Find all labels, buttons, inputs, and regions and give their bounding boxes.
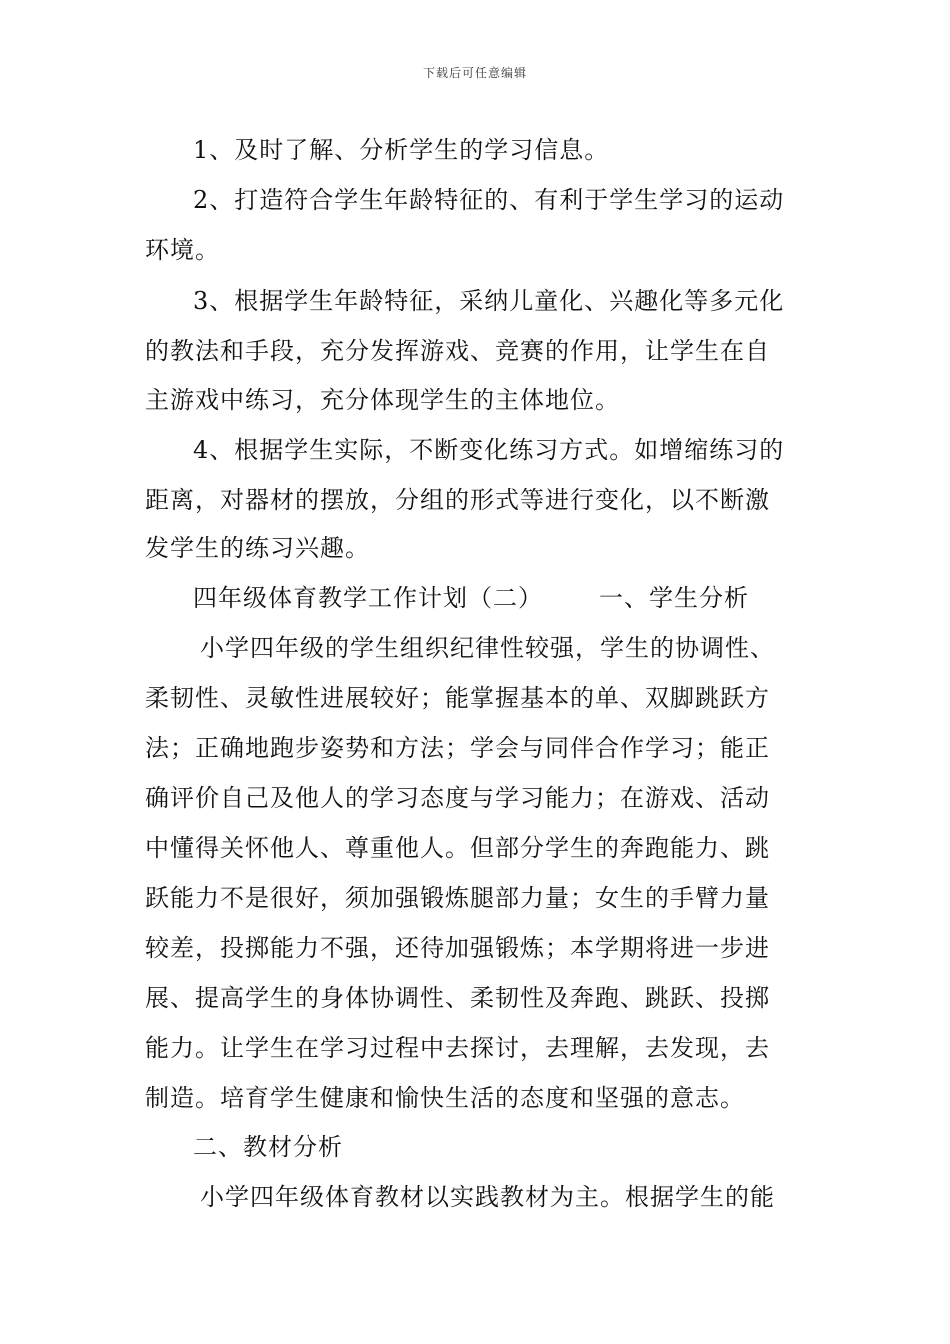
paragraph-line-8: 展、提高学生的身体协调性、柔韧性及奔跑、跳跃、投掷 xyxy=(145,984,770,1012)
text-line-1: 1、及时了解、分析学生的学习信息。 xyxy=(193,136,610,164)
paragraph-line-10: 制造。培育学生健康和愉快生活的态度和坚强的意志。 xyxy=(145,1084,745,1112)
paragraph-line-4: 确评价自己及他人的学习态度与学习能力；在游戏、活动 xyxy=(145,784,770,812)
text-line-5: 的教法和手段，充分发挥游戏、竞赛的作用，让学生在自 xyxy=(145,337,770,365)
paragraph-line-2: 柔韧性、灵敏性进展较好；能掌握基本的单、双脚跳跃方 xyxy=(145,684,770,712)
paragraph-line-6: 跃能力不是很好，须加强锻炼腿部力量；女生的手臂力量 xyxy=(145,884,770,912)
paragraph-line-3: 法；正确地跑步姿势和方法；学会与同伴合作学习；能正 xyxy=(145,734,770,762)
section-heading xyxy=(193,582,815,614)
text-line-6: 主游戏中练习，充分体现学生的主体地位。 xyxy=(145,386,620,414)
paragraph-line-5: 中懂得关怀他人、尊重他人。但部分学生的奔跑能力、跳 xyxy=(145,834,770,862)
section2-heading: 二、教材分析 xyxy=(193,1133,343,1161)
text-line-2: 2、打造符合学生年龄特征的、有利于学生学习的运动 xyxy=(193,186,785,214)
section-title: 四年级体育教学工作计划（二） xyxy=(193,584,543,612)
text-line-9: 发学生的练习兴趣。 xyxy=(145,534,370,562)
paragraph-line-9: 能力。让学生在学习过程中去探讨，去理解，去发现，去 xyxy=(145,1034,770,1062)
section2-line-1: 小学四年级体育教材以实践教材为主。根据学生的能 xyxy=(200,1183,775,1211)
paragraph-line-1: 小学四年级的学生组织纪律性较强，学生的协调性、 xyxy=(200,634,775,662)
text-line-3: 环境。 xyxy=(145,236,220,264)
page-header: 下载后可任意编辑 xyxy=(422,66,527,80)
paragraph-line-7: 较差，投掷能力不强，还待加强锻炼；本学期将进一步进 xyxy=(145,934,770,962)
text-line-4: 3、根据学生年龄特征，采纳儿童化、兴趣化等多元化 xyxy=(193,287,785,315)
section-subtitle: 一、学生分析 xyxy=(599,584,749,612)
text-line-7: 4、根据学生实际，不断变化练习方式。如增缩练习的 xyxy=(193,436,785,464)
text-line-8: 距离，对器材的摆放，分组的形式等进行变化，以不断激 xyxy=(145,486,770,514)
